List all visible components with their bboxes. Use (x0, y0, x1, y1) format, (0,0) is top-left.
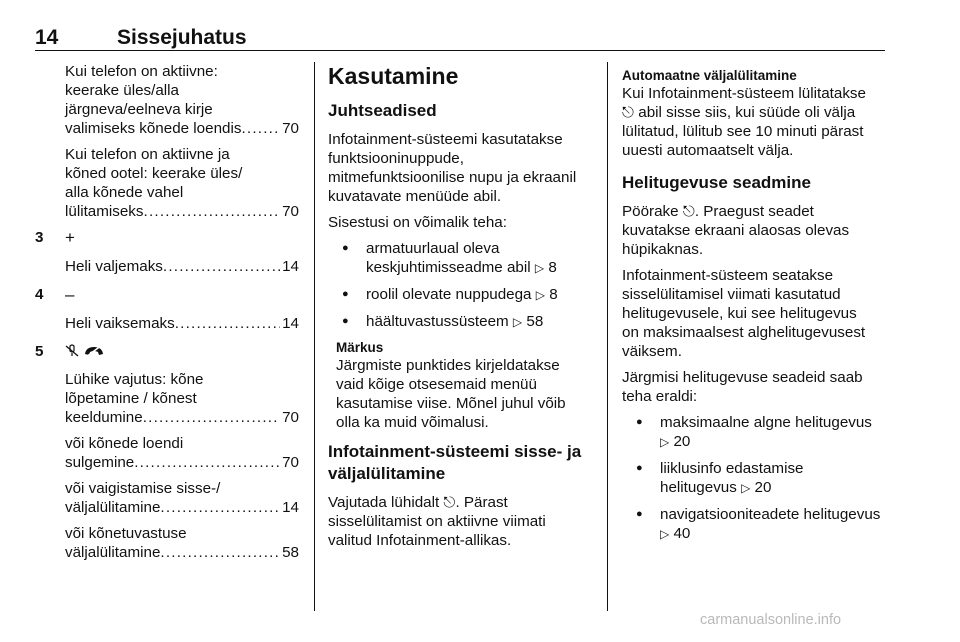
text-line: abil sisse siis, kui süüde oli välja (638, 104, 856, 121)
subsection-title: Juhtseadised (328, 101, 437, 120)
bullet-item (328, 285, 592, 305)
page-ref[interactable]: 20 (673, 433, 691, 450)
text-line: Infotainment-süsteem seatakse (622, 267, 834, 284)
intro-paragraph (328, 130, 592, 206)
close-list-paragraph (65, 434, 299, 472)
text-line: Infotainment-süsteemi sisse- ja (328, 442, 582, 461)
section-title: Kasutamine (328, 63, 459, 89)
toc-text: keeldumine (65, 409, 143, 426)
toc-line (65, 257, 299, 276)
page-ref[interactable]: 40 (673, 525, 691, 542)
power-knob-icon: ⎋ (682, 203, 695, 220)
page-ref[interactable]: 70 (282, 409, 299, 426)
watermark[interactable]: carmanualsonline.info (700, 612, 842, 628)
power-knob-icon: ⎋ (443, 494, 456, 511)
text-line: kasutamise viise. Mõnel juhul võib (336, 395, 566, 412)
mute-paragraph (65, 479, 299, 517)
text-line: kuvatakse ekraani alaosas olevas (622, 222, 850, 239)
toc-text: Heli valjemaks (65, 258, 163, 275)
column-3 (622, 62, 886, 551)
column-divider-2 (607, 62, 608, 611)
volume-paragraph-3 (622, 368, 886, 406)
text-line: järgneva/eelneva kirje (65, 101, 213, 118)
text-line: hüpikaknas. (622, 241, 704, 258)
toc-text: lülitamiseks (65, 203, 144, 220)
call-list-paragraph (65, 62, 299, 138)
input-intro: Sisestusi on võimalik teha: (328, 214, 507, 231)
item-4 (35, 285, 299, 305)
toc-line (65, 314, 299, 333)
page-ref[interactable]: 14 (282, 258, 299, 275)
chapter-title: Sissejuhatus (117, 26, 247, 49)
text-line: ● navigatsiooniteadete helitugevus (660, 506, 881, 523)
toc-text: Heli vaiksemaks (65, 315, 175, 332)
toc-line (65, 498, 299, 517)
item-number: 5 (35, 343, 44, 360)
note-label: Märkus (336, 340, 384, 355)
page-ref[interactable]: 8 (548, 259, 557, 276)
text-line: . Praegust seadet (694, 203, 814, 220)
text-line: sisselülitamisel viimati kasutatud (622, 286, 841, 303)
text-line: Pöörake (622, 203, 679, 220)
page-number: 14 (35, 26, 59, 49)
power-knob-icon: ⎋ (622, 104, 635, 121)
page-ref[interactable]: 14 (282, 499, 299, 516)
text-line: väljalülitamine (328, 464, 446, 483)
text-line: olla ka muid võimalusi. (336, 414, 489, 431)
column-divider-1 (314, 62, 315, 611)
header-rule (35, 50, 885, 51)
column-1 (35, 62, 299, 569)
text-line: Järgmiste punktides kirjeldatakse (336, 357, 560, 374)
power-paragraph (328, 493, 592, 550)
page-ref-arrow-icon: ▷ (512, 315, 523, 329)
bullet-item (622, 413, 886, 452)
text-line: Kui Infotainment-süsteem lülitatakse (622, 85, 866, 102)
text-line: teha eraldi: (622, 388, 698, 405)
text-line: Vajutada lühidalt (328, 494, 440, 511)
text-line: valitud Infotainment-allikas. (328, 532, 512, 549)
text-line: Kui telefon on aktiivne: (65, 63, 218, 80)
text-line: Infotainment-süsteemi kasutatakse (328, 131, 563, 148)
page-ref[interactable]: 70 (282, 203, 299, 220)
page-ref-arrow-icon: ▷ (741, 481, 751, 495)
text-line: ● armatuurlaual oleva (366, 240, 500, 257)
text-line: . Pärast (455, 494, 508, 511)
text-line: Kui telefon on aktiivne ja (65, 146, 230, 163)
item-5 (35, 342, 299, 361)
page-ref[interactable]: 58 (282, 544, 299, 561)
note-box (328, 339, 592, 432)
text-line: või kõnetuvastuse (65, 525, 187, 542)
bullet-item (622, 505, 886, 544)
page-ref[interactable]: 20 (754, 479, 772, 496)
text-line: või kõnede loendi (65, 435, 184, 452)
page-ref[interactable]: 70 (282, 120, 299, 137)
text-line: või vaigistamise sisse-/ (65, 480, 221, 497)
text-line: keskjuhtimisseadme abil (366, 259, 531, 276)
bullet-item (328, 312, 592, 332)
page-ref-arrow-icon: ▷ (660, 435, 670, 449)
minus-icon: – (65, 285, 75, 304)
text-line: ● maksimaalne algne helitugevus (660, 414, 872, 431)
text-line: roolil olevate nuppudega (366, 286, 532, 303)
text-line: lõpetamine / kõnest (65, 390, 197, 407)
item-number: 3 (35, 229, 44, 246)
subsection-title: Automaatne väljalülitamine (622, 68, 797, 83)
toc-line (65, 543, 299, 562)
text-line: keerake üles/alla (65, 82, 179, 99)
page-header (35, 26, 885, 50)
page-ref[interactable]: 70 (282, 454, 299, 471)
text-line: ● liiklusinfo edastamise (660, 460, 804, 477)
toc-line (65, 453, 299, 472)
mute-microphone-icon (65, 344, 79, 358)
bullet-item (622, 459, 886, 498)
auto-off-paragraph (622, 84, 886, 160)
page-ref-arrow-icon: ▷ (535, 288, 545, 302)
text-line: lülitatud, lülitub see 10 minuti pärast (622, 123, 864, 140)
bullet-item (328, 239, 592, 278)
short-press-paragraph (65, 370, 299, 427)
page-ref[interactable]: 14 (282, 315, 299, 332)
toc-text: väljalülitamine (65, 544, 161, 561)
text-line: kuvatavate menüüde abil. (328, 188, 502, 205)
text-line: vaid kõige otsesemaid menüü (336, 376, 537, 393)
column-2 (328, 62, 592, 557)
voice-recognition-paragraph (65, 524, 299, 562)
text-line: helitugevusele, kui see helitugevus (622, 305, 857, 322)
text-line: kõned ootel: keerake üles/ (65, 165, 243, 182)
page-ref[interactable]: 8 (549, 286, 558, 303)
text-line: mitmefunktsioonilise nupu ja ekraanil (328, 169, 577, 186)
page-ref[interactable]: 58 (526, 313, 544, 330)
text-line: sisselülitamist on aktiivne viimati (328, 513, 546, 530)
text-line: Lühike vajutus: kõne (65, 371, 204, 388)
volume-paragraph-2 (622, 266, 886, 361)
subsection-title (328, 441, 592, 485)
item-3 (35, 228, 299, 248)
toc-text: sulgemine (65, 454, 135, 471)
text-line: Järgmisi helitugevuse seadeid saab (622, 369, 863, 386)
text-line: funktsiooninuppude, (328, 150, 464, 167)
call-waiting-paragraph (65, 145, 299, 221)
toc-line (65, 408, 299, 427)
toc-line (65, 119, 299, 138)
toc-text: valimiseks kõnede loendis (65, 120, 242, 137)
subsection-title: Helitugevuse seadmine (622, 173, 811, 192)
volume-paragraph-1 (622, 202, 886, 259)
page-ref-arrow-icon: ▷ (660, 527, 670, 541)
toc-line (65, 202, 299, 221)
hang-up-phone-icon (83, 344, 105, 358)
plus-icon: + (65, 228, 75, 247)
item-number: 4 (35, 286, 44, 303)
text-line: on maksimaalsest alghelitugevusest (622, 324, 866, 341)
text-line: häältuvastussüsteem (366, 313, 509, 330)
page-ref-arrow-icon: ▷ (534, 261, 545, 275)
text-line: uuesti automaatselt välja. (622, 142, 794, 159)
text-line: alla kõnede vahel (65, 184, 184, 201)
text-line: helitugevus (660, 479, 737, 496)
toc-text: väljalülitamine (65, 499, 161, 516)
text-line: väiksem. (622, 343, 682, 360)
